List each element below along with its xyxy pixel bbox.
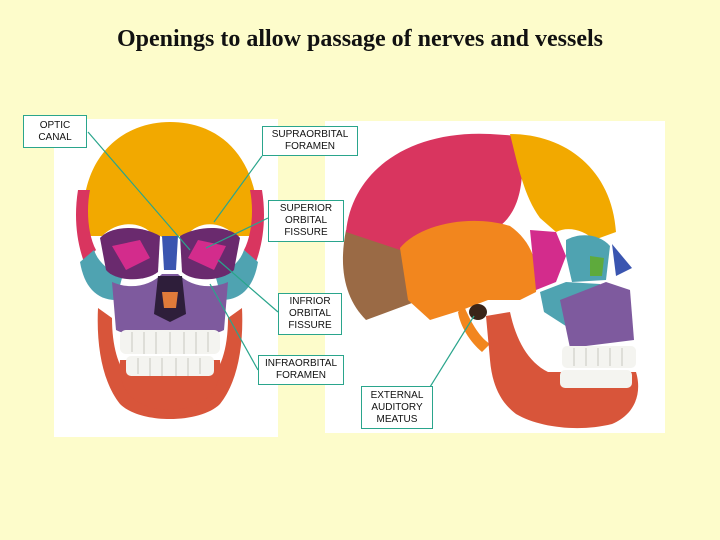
- skull-front-view: [76, 122, 264, 419]
- nasal-bone: [162, 236, 178, 270]
- slide-title: Openings to allow passage of nerves and vessels: [116, 26, 604, 52]
- label-inferior-orbital-fissure: INFRIOR ORBITAL FISSURE: [278, 293, 342, 335]
- lower-teeth-side: [560, 370, 632, 388]
- label-supraorbital-foramen: SUPRAORBITAL FORAMEN: [262, 126, 358, 156]
- upper-teeth-side: [562, 346, 636, 368]
- label-infraorbital-foramen: INFRAORBITAL FORAMEN: [258, 355, 344, 385]
- sphenoid-bone-side: [530, 230, 566, 290]
- ethmoid-side: [590, 256, 604, 276]
- nasal-concha: [162, 292, 178, 308]
- frontal-bone-front: [83, 122, 258, 240]
- label-external-auditory-meatus: EXTERNAL AUDITORY MEATUS: [361, 386, 433, 429]
- frontal-bone-side: [510, 134, 616, 240]
- leader-line-external-auditory-meatus: [430, 316, 474, 387]
- label-superior-orbital-fissure: SUPERIOR ORBITAL FISSURE: [268, 200, 344, 242]
- temporal-bone: [400, 221, 537, 320]
- label-optic-canal: OPTIC CANAL: [23, 115, 87, 148]
- nasal-bone-side: [612, 244, 632, 276]
- lower-teeth: [126, 356, 214, 376]
- external-auditory-meatus-opening: [469, 304, 487, 320]
- skull-side-view: [343, 134, 638, 428]
